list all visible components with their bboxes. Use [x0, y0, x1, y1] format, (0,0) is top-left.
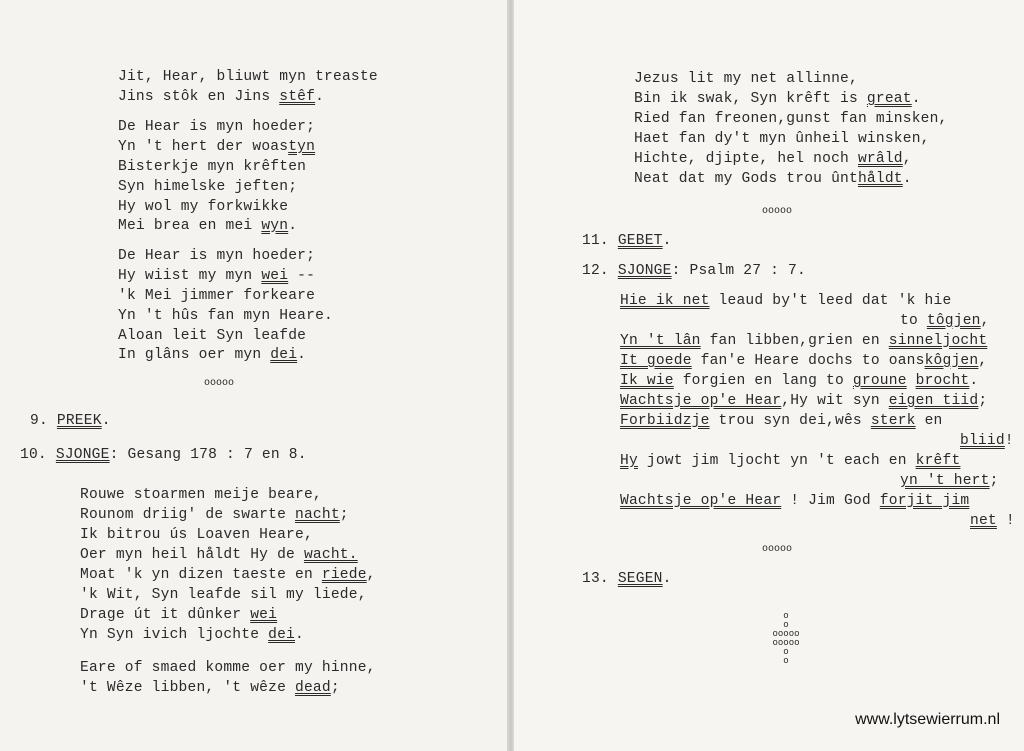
item-segen: 13. SEGEN. [582, 571, 672, 587]
verse-line: Hy wiist my myn wei -- [118, 268, 316, 284]
verse-line: Bin ik swak, Syn krêft is great. [634, 91, 921, 107]
verse-line: Eare of smaed komme oer my hinne, [80, 660, 376, 676]
ornament: ooooo [204, 378, 235, 389]
cross-ornament: o o ooooo ooooo o o [772, 611, 800, 666]
item-gebet: 11. GEBET. [582, 233, 672, 249]
ornament: ooooo [762, 544, 793, 555]
ornament: ooooo [762, 206, 793, 217]
verse-line: Yn Syn ivich ljochte dei. [80, 627, 304, 643]
verse-line: Rouwe stoarmen meije beare, [80, 487, 322, 503]
verse-line: Forbiidzje trou syn dei,wês sterk en [620, 413, 943, 429]
verse-line: to tôgjen, [900, 313, 990, 329]
verse-line: bliid! [960, 433, 1014, 449]
verse-line: net ! [970, 513, 1015, 529]
verse-line: 'k Wit, Syn leafde sil my liede, [80, 587, 367, 603]
verse-line: Hy jowt jim ljocht yn 't each en krêft [620, 453, 961, 469]
verse-line: Hichte, djipte, hel noch wrâld, [634, 151, 912, 167]
verse-line: Jit, Hear, bliuwt myn treaste [118, 69, 378, 85]
verse-line: Yn 't hert der woastyn [118, 139, 316, 155]
item-sjonge-gesang: 10. SJONGE: Gesang 178 : 7 en 8. [20, 447, 307, 463]
verse-line: It goede fan'e Heare dochs to oanskôgjen, [620, 353, 988, 369]
verse-line: Hie ik net leaud by't leed dat 'k hie [620, 293, 952, 309]
verse-line: 'k Mei jimmer forkeare [118, 288, 316, 304]
verse-line: Aloan leit Syn leafde [118, 328, 307, 344]
verse-line: Neat dat my Gods trou ûnthåldt. [634, 171, 912, 187]
left-page [0, 0, 508, 751]
verse-line: yn 't hert; [900, 473, 999, 489]
watermark: www.lytsewierrum.nl [855, 711, 1000, 728]
verse-line: De Hear is myn hoeder; [118, 119, 316, 135]
verse-line: Rounom driig' de swarte nacht; [80, 507, 349, 523]
verse-line: Jins stôk en Jins stêf. [118, 89, 325, 105]
verse-line: In glâns oer myn dei. [118, 347, 307, 363]
item-sjonge-psalm: 12. SJONGE: Psalm 27 : 7. [582, 263, 806, 279]
verse-line: Drage út it dûnker wei [80, 607, 278, 623]
verse-line: 't Wêze libben, 't wêze dead; [80, 680, 340, 696]
verse-line: Ik bitrou ús Loaven Heare, [80, 527, 313, 543]
verse-line: Ik wie forgien en lang to groune brocht. [620, 373, 979, 389]
verse-line: De Hear is myn hoeder; [118, 248, 316, 264]
verse-line: Haet fan dy't myn ûnheil winsken, [634, 131, 930, 147]
verse-line: Yn 't hûs fan myn Heare. [118, 308, 333, 324]
verse-line: Hy wol my forkwikke [118, 199, 289, 215]
verse-line: Mei brea en mei wyn. [118, 218, 298, 234]
verse-line: Ried fan freonen,gunst fan minsken, [634, 111, 948, 127]
verse-line: Jezus lit my net allinne, [634, 71, 858, 87]
verse-line: Syn himelske jeften; [118, 179, 298, 195]
verse-line: Oer myn heil håldt Hy de wacht. [80, 547, 358, 563]
verse-line: Yn 't lân fan libben,grien en sinneljocht [620, 333, 988, 349]
right-page [514, 0, 1024, 751]
verse-line: Moat 'k yn dizen taeste en riede, [80, 567, 376, 583]
verse-line: Wachtsje op'e Hear ! Jim God forjit jim [620, 493, 970, 509]
verse-line: Wachtsje op'e Hear,Hy wit syn eigen tiid; [620, 393, 988, 409]
item-preek: 9. PREEK. [30, 413, 111, 429]
verse-line: Bisterkje myn krêften [118, 159, 307, 175]
